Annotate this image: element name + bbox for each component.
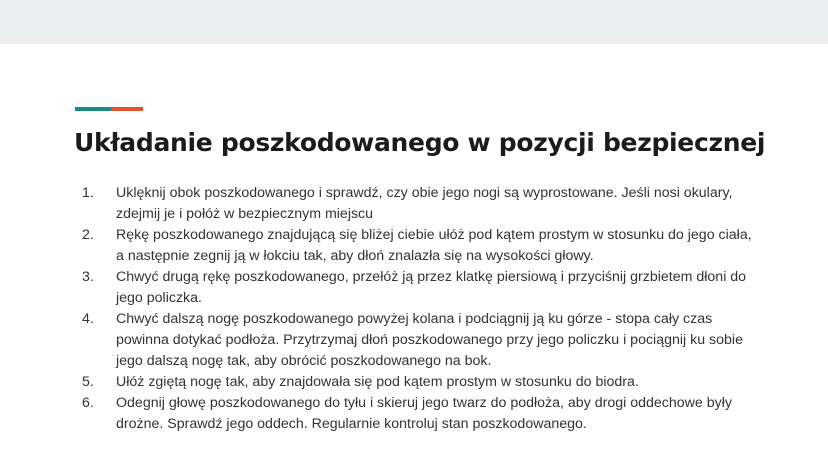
list-item [82,372,762,393]
step-number: 4. [82,311,94,327]
list-item [82,393,762,435]
step-number: 5. [82,374,94,390]
top-band [0,0,828,44]
list-item [82,309,762,372]
accent-bar-teal [75,107,111,111]
steps-list [82,183,762,435]
step-number: 2. [82,227,94,243]
step-text: Rękę poszkodowanego znajdującą się bliżej ciebie ułóż pod kątem prostym w stosunku do jego ciała, a następnie zegnij ją w łokciu tak, aby dłoń znalazła się na wysokości głowy. [116,227,752,264]
step-text: Chwyć drugą rękę poszkodowanego, przełóż ją przez klatkę piersiową i przyciśnij grzbietem dłoni do jego policzka. [116,269,747,306]
title-accent-bar [75,107,143,111]
accent-bar-orange [111,107,143,111]
step-number: 1. [82,185,94,201]
step-number: 3. [82,269,94,285]
step-text: Chwyć dalszą nogę poszkodowanego powyżej kolana i podciągnij ją ku górze - stopa cały czas powinna dotykać podłoża. Przytrzymaj dłoń poszkodowanego przy jego policzku i pociągnij ku sobie jego dalszą nogę tak, aby obrócić poszkodowanego na bok. [116,311,743,369]
step-number: 6. [82,395,94,411]
step-text: Uklęknij obok poszkodowanego i sprawdź, czy obie jego nogi są wyprostowane. Jeśli nosi okulary, zdejmij je i połóż w bezpiecznym miejscu [116,185,733,222]
list-item [82,183,762,225]
step-text: Ułóż zgiętą nogę tak, aby znajdowała się pod kątem prostym w stosunku do biodra. [116,374,639,390]
list-item [82,225,762,267]
step-text: Odegnij głowę poszkodowanego do tyłu i skieruj jego twarz do podłoża, aby drogi oddechowe były drożne. Sprawdź jego oddech. Regularnie kontroluj stan poszkodowanego. [116,395,732,432]
list-item [82,267,762,309]
slide-title: Układanie poszkodowanego w pozycji bezpiecznej [74,128,766,157]
